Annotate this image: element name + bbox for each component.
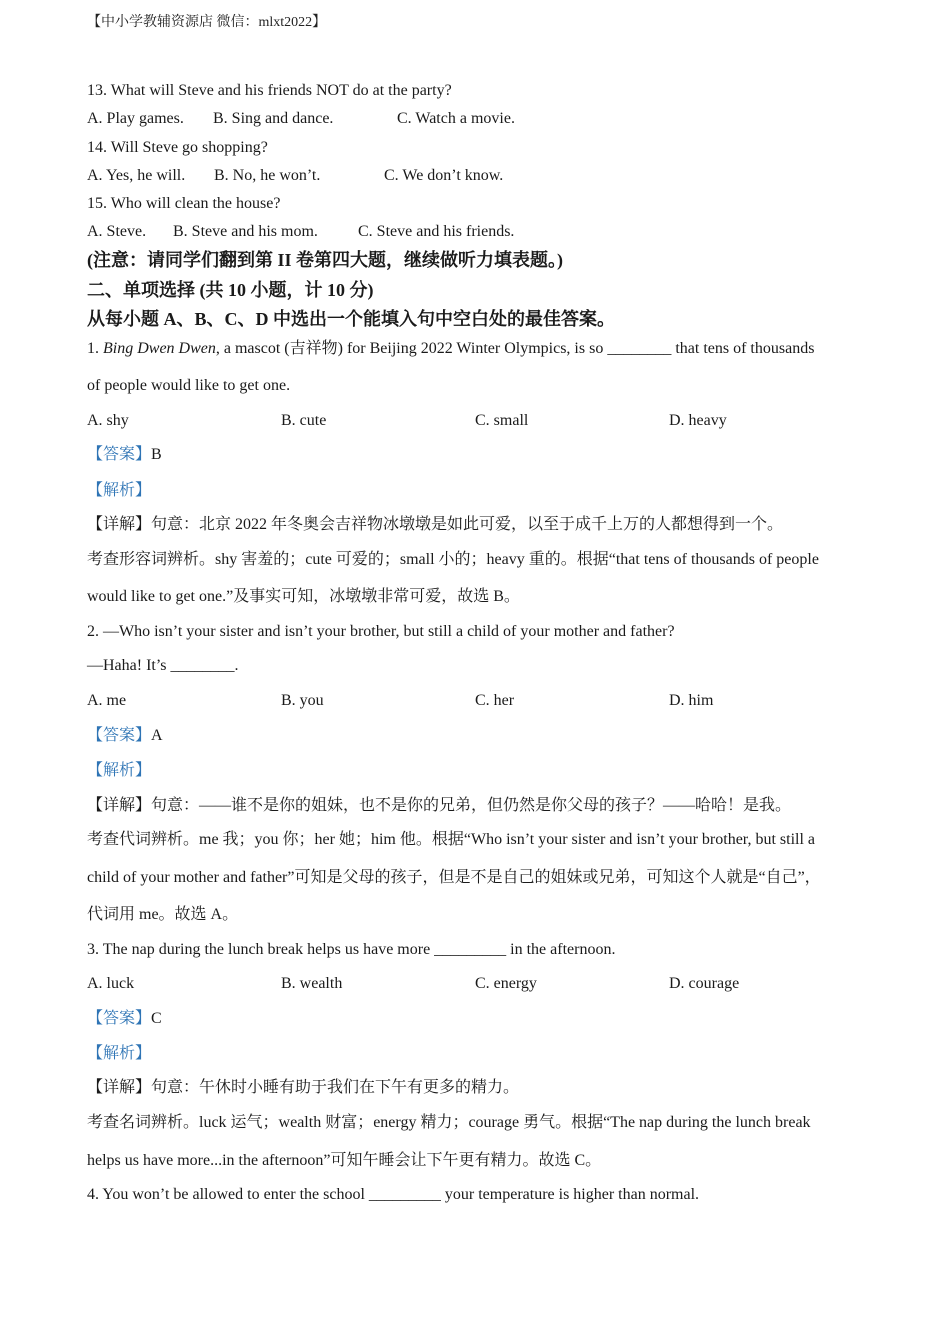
answer-label: 【答案】: [87, 446, 152, 463]
q1-explain-line2: would like to get one.”及事实可知，冰墩墩非常可爱，故选 B。: [87, 588, 520, 605]
question-2-stem-line2: —Haha! It’s ________.: [87, 657, 239, 674]
question-15: 15. Who will clean the house?: [87, 195, 281, 212]
answer-label: 【答案】: [87, 1010, 152, 1027]
question-3-stem: 3. The nap during the lunch break helps us have more _________ in the afternoon.: [87, 941, 616, 958]
answer-label: 【答案】: [87, 727, 152, 744]
q1-analysis-label: 【解析】: [87, 482, 152, 499]
q2-explain-line2: child of your mother and father”可知是父母的孩子，但是不是自己的姐妹或兄弟，可知这个人就是“自己”，: [87, 869, 821, 886]
q1-answer: [87, 445, 162, 465]
detail-label: 【详解】: [87, 797, 152, 814]
q3-option-b: B. wealth: [281, 975, 343, 992]
q2-analysis-label: 【解析】: [87, 762, 152, 779]
question-13: 13. What will Steve and his friends NOT do at the party?: [87, 82, 452, 99]
q1-stem-rest: , a mascot (吉祥物) for Beijing 2022 Winter Olympics, is so ________ that tens of thousands: [215, 340, 815, 357]
q3-detail: [87, 1078, 519, 1098]
page-header: 【中小学教辅资源店 微信：mlxt2022】: [87, 15, 327, 30]
answer-value: B: [151, 446, 162, 463]
q15-option-a: A. Steve.: [87, 223, 147, 240]
q15-option-c: C. Steve and his friends.: [358, 223, 515, 240]
q3-option-d: D. courage: [669, 975, 740, 992]
q13-option-a: A. Play games.: [87, 110, 184, 127]
q13-option-c: C. Watch a movie.: [397, 110, 515, 127]
q14-option-c: C. We don’t know.: [384, 167, 504, 184]
q1-option-c: C. small: [475, 412, 529, 429]
q2-detail: [87, 796, 791, 816]
detail-label: 【详解】: [87, 516, 152, 533]
q2-explain-line3: 代词用 me。故选 A。: [87, 906, 239, 923]
q1-option-d: D. heavy: [669, 412, 727, 429]
q3-explain-line2: helps us have more...in the afternoon”可知午睡会让下午更有精力。故选 C。: [87, 1152, 602, 1169]
q2-option-a: A. me: [87, 692, 127, 709]
q2-explain-line1: 考查代词辨析。me 我；you 你；her 她；him 他。根据“Who isn’t your sister and isn’t your brother, but still a: [87, 831, 816, 848]
question-14: 14. Will Steve go shopping?: [87, 139, 268, 156]
q3-option-c: C. energy: [475, 975, 537, 992]
answer-value: C: [151, 1010, 162, 1027]
q13-option-b: B. Sing and dance.: [213, 110, 334, 127]
detail-text: 句意：——谁不是你的姐妹，也不是你的兄弟，但仍然是你父母的孩子？——哈哈！是我。: [151, 797, 792, 814]
q3-answer: [87, 1009, 162, 1029]
section-instruction: 从每小题 A、B、C、D 中选出一个能填入句中空白处的最佳答案。: [87, 309, 616, 329]
detail-text: 句意：午休时小睡有助于我们在下午有更多的精力。: [151, 1079, 520, 1096]
detail-text: 句意：北京 2022 年冬奥会吉祥物冰墩墩是如此可爱，以至于成千上万的人都想得到一个。: [151, 516, 784, 533]
q1-explain-line1: 考查形容词辨析。shy 害羞的；cute 可爱的；small 小的；heavy 重的。根据“that tens of thousands of people: [87, 551, 819, 568]
q2-option-d: D. him: [669, 692, 714, 709]
answer-value: A: [151, 727, 163, 744]
question-4-stem: 4. You won’t be allowed to enter the school _________ your temperature is higher than normal.: [87, 1186, 700, 1203]
q2-answer: [87, 726, 163, 746]
q2-option-c: C. her: [475, 692, 515, 709]
question-2-stem: 2. —Who isn’t your sister and isn’t your brother, but still a child of your mother and father?: [87, 623, 675, 640]
q3-option-a: A. luck: [87, 975, 135, 992]
q14-option-a: A. Yes, he will.: [87, 167, 186, 184]
notice: (注意：请同学们翻到第 II 卷第四大题，继续做听力填表题。): [87, 250, 563, 270]
detail-label: 【详解】: [87, 1079, 152, 1096]
section-title: 二、单项选择 (共 10 小题，计 10 分): [87, 280, 374, 300]
q1-option-b: B. cute: [281, 412, 327, 429]
question-1-stem: [87, 339, 814, 359]
q3-analysis-label: 【解析】: [87, 1045, 152, 1062]
question-1-stem-line2: of people would like to get one.: [87, 377, 291, 394]
q1-italic-term: Bing Dwen Dwen: [103, 340, 216, 357]
q14-option-b: B. No, he won’t.: [214, 167, 321, 184]
q1-number: 1.: [87, 340, 103, 357]
q15-option-b: B. Steve and his mom.: [173, 223, 318, 240]
q1-option-a: A. shy: [87, 412, 129, 429]
q1-detail: [87, 515, 783, 535]
q2-option-b: B. you: [281, 692, 324, 709]
q3-explain-line1: 考查名词辨析。luck 运气；wealth 财富；energy 精力；courage 勇气。根据“The nap during the lunch break: [87, 1114, 811, 1131]
